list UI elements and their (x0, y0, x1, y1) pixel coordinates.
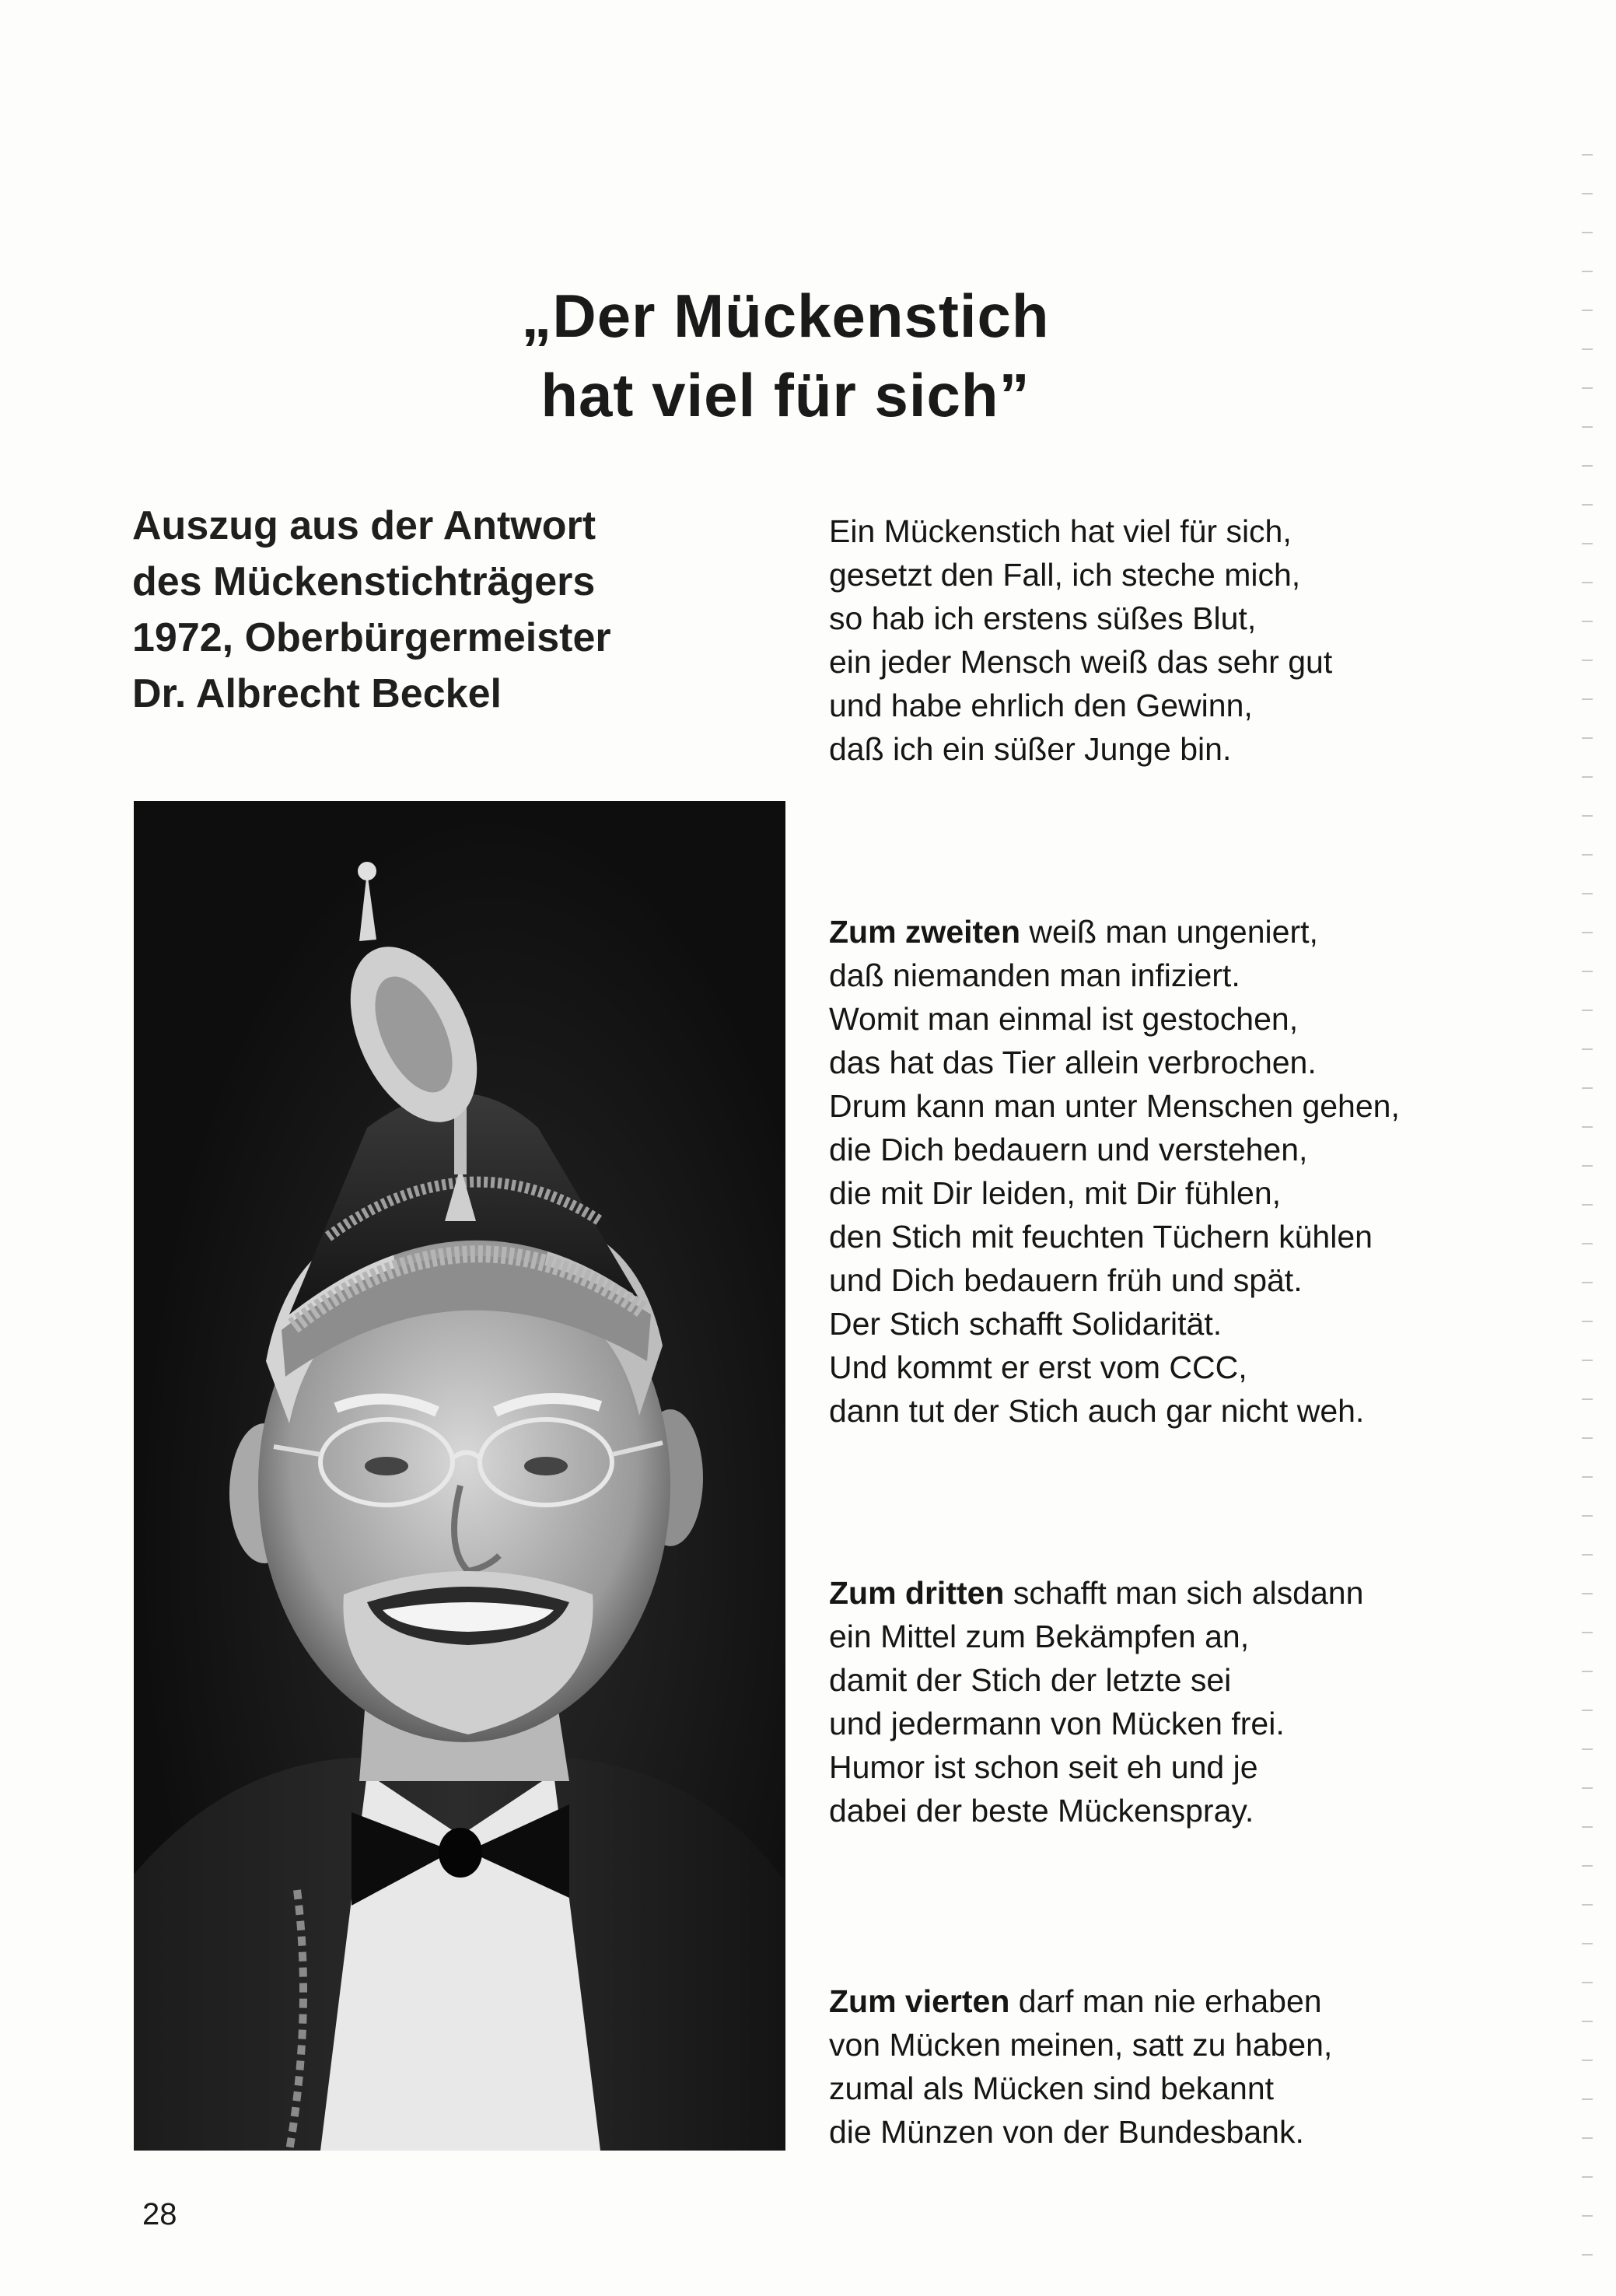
poem-line: die Dich bedauern und verstehen, (829, 1132, 1308, 1167)
stanza-lead: Zum zweiten (829, 914, 1021, 950)
poem-line: Humor ist schon seit eh und je (829, 1749, 1258, 1785)
poem-line: den Stich mit feuchten Tüchern kühlen (829, 1219, 1373, 1255)
poem-stanza-2 (829, 910, 1513, 1433)
stanza-lead: Zum vierten (829, 1983, 1010, 2019)
title-line-2: hat viel für sich” (540, 361, 1030, 429)
poem-line: Und kommt er erst vom CCC, (829, 1349, 1247, 1385)
subtitle-line: 1972, Oberbürgermeister (132, 615, 611, 660)
poem-stanza-1 (829, 509, 1513, 771)
poem-line: Womit man einmal ist gestochen, (829, 1001, 1299, 1037)
poem-line: gesetzt den Fall, ich steche mich, (829, 557, 1301, 593)
poem-line: daß ich ein süßer Junge bin. (829, 731, 1232, 767)
portrait-photo-icon (134, 801, 785, 2151)
first-line-rest: schafft man sich alsdann (1004, 1575, 1364, 1611)
page-title (435, 276, 1135, 435)
poem-line: von Mücken meinen, satt zu haben, (829, 2027, 1333, 2063)
subtitle (132, 498, 778, 722)
page-number: 28 (142, 2197, 177, 2231)
poem-line: die Münzen von der Bundesbank. (829, 2114, 1304, 2150)
poem-line: dabei der beste Mückenspray. (829, 1793, 1254, 1829)
poem-line: zumal als Mücken sind bekannt (829, 2070, 1275, 2106)
title-line-1: „Der Mückenstich (521, 282, 1050, 350)
poem-line: ein Mittel zum Bekämpfen an, (829, 1619, 1250, 1654)
subtitle-line: Dr. Albrecht Beckel (132, 671, 502, 716)
poem-line: Drum kann man unter Menschen gehen, (829, 1088, 1400, 1124)
poem-line: die mit Dir leiden, mit Dir fühlen, (829, 1175, 1282, 1211)
poem-first-line (829, 1571, 1513, 1615)
poem-line: so hab ich erstens süßes Blut, (829, 600, 1257, 636)
first-line-rest: weiß man ungeniert, (1020, 914, 1318, 950)
poem-line: damit der Stich der letzte sei (829, 1662, 1232, 1698)
poem-line: ein jeder Mensch weiß das sehr gut (829, 644, 1333, 680)
subtitle-line: des Mückenstichträgers (132, 559, 596, 604)
poem-line: daß niemanden man infiziert. (829, 957, 1240, 993)
poem-line: Ein Mückenstich hat viel für sich, (829, 513, 1292, 549)
portrait-photo (134, 801, 785, 2151)
poem-line: das hat das Tier allein verbrochen. (829, 1045, 1317, 1080)
poem-line: dann tut der Stich auch gar nicht weh. (829, 1393, 1365, 1429)
poem-line: Der Stich schafft Solidarität. (829, 1306, 1222, 1342)
poem-line: und jedermann von Mücken frei. (829, 1706, 1285, 1741)
stanza-lead: Zum dritten (829, 1575, 1005, 1611)
first-line-rest: darf man nie erhaben (1009, 1983, 1322, 2019)
poem-first-line (829, 1979, 1513, 2023)
poem-first-line (829, 910, 1513, 954)
poem-stanza-4 (829, 1979, 1513, 2154)
page-edge-marks (1582, 117, 1593, 2263)
poem-stanza-3 (829, 1571, 1513, 1832)
poem-line: und habe ehrlich den Gewinn, (829, 688, 1253, 723)
subtitle-line: Auszug aus der Antwort (132, 503, 596, 548)
poem-line: und Dich bedauern früh und spät. (829, 1262, 1303, 1298)
